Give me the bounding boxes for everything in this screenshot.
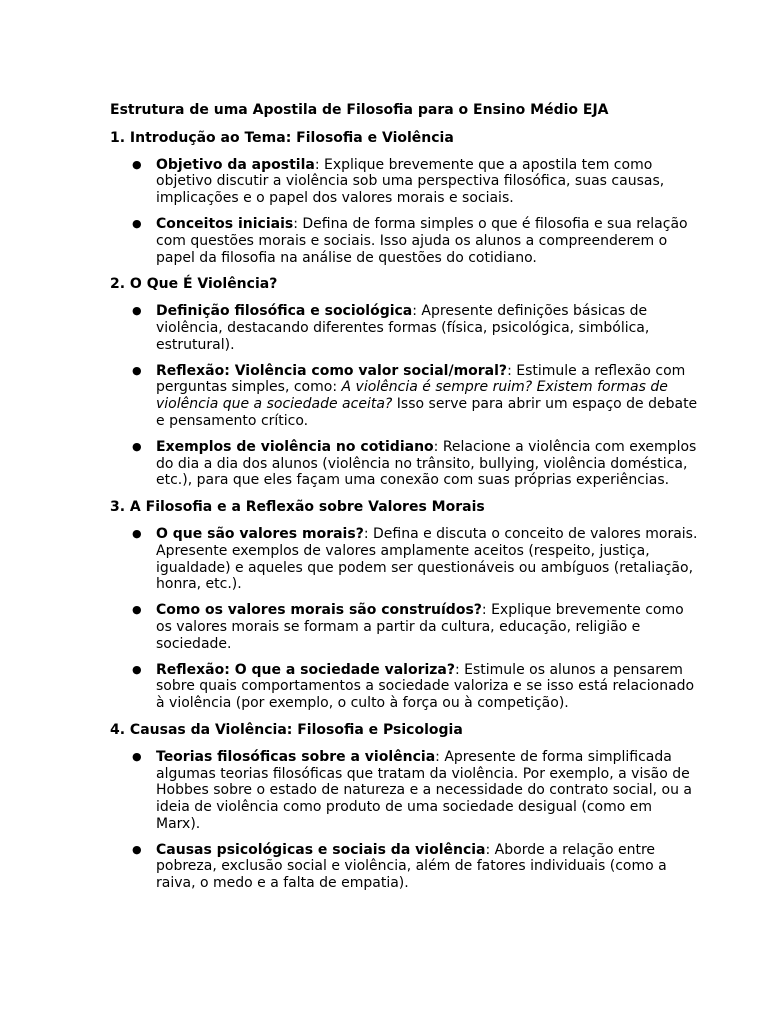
item-text: : Apresente definições básicas de violência, destacando diferentes formas (física, psicológica, simbólica, estrutural). (156, 303, 650, 353)
bullet-icon: ● (132, 157, 142, 171)
section-heading: 2. O Que É Violência? (110, 276, 278, 293)
bullet-list (110, 303, 700, 489)
bullet-icon: ● (132, 304, 142, 318)
item-text: : Explique brevemente que a apostila tem como objetivo discutir a violência sob uma perspectiva filosófica, suas causas, implicações e o papel dos valores morais e sociais. (156, 156, 665, 207)
item-text: : Explique brevemente como os valores morais se formam a partir da cultura, educação, religião e sociedade. (156, 602, 684, 652)
item-term: O que são valores morais? (156, 525, 364, 542)
item-term: Como os valores morais são construídos? (156, 602, 482, 619)
bullet-icon: ● (132, 439, 142, 453)
bullet-list (110, 157, 700, 267)
list-item (110, 662, 700, 712)
list-item (110, 602, 700, 652)
bullet-list (110, 526, 700, 712)
item-text-after: Isso serve para abrir um espaço de debate e pensamento crítico. (156, 396, 698, 429)
bullet-icon: ● (132, 216, 142, 230)
document-title: Estrutura de uma Apostila de Filosofia para o Ensino Médio EJA (110, 102, 609, 118)
section-heading: 4. Causas da Violência: Filosofia e Psicologia (110, 721, 463, 738)
item-term: Definição filosófica e sociológica (156, 303, 413, 320)
section-heading: 3. A Filosofia e a Reflexão sobre Valores Morais (110, 499, 485, 516)
bullet-list (110, 749, 700, 892)
bullet-icon: ● (132, 749, 142, 763)
list-item (110, 842, 700, 892)
document-body (110, 102, 700, 902)
list-item (110, 303, 700, 353)
item-term: Reflexão: Violência como valor social/moral? (156, 362, 508, 379)
list-item (110, 216, 700, 266)
list-item (110, 157, 700, 207)
item-text: : Estimule os alunos a pensarem sobre quais comportamentos a sociedade valoriza e se isso está relacionado à violência (por exemplo, o culto à força ou à competição). (156, 661, 695, 712)
item-text: : Defina de forma simples o que é filosofia e sua relação com questões morais e sociais. Isso ajuda os alunos a compreenderem o papel da filosofia na análise de questões do cotidiano. (156, 215, 688, 266)
item-term: Objetivo da apostila (156, 156, 315, 173)
list-item (110, 749, 700, 833)
item-term: Conceitos iniciais (156, 215, 294, 232)
item-term: Causas psicológicas e sociais da violência (156, 841, 486, 858)
list-item (110, 363, 700, 430)
list-item (110, 526, 700, 593)
section-heading: 1. Introdução ao Tema: Filosofia e Violência (110, 129, 454, 146)
item-italic-question: A violência é sempre ruim? Existem formas de violência que a sociedade aceita? (156, 379, 668, 413)
item-text: : Relacione a violência com exemplos do dia a dia dos alunos (violência no trânsito, bullying, violência doméstica, etc.), para que eles façam uma conexão com suas próprias experiências. (156, 438, 697, 489)
bullet-icon: ● (132, 662, 142, 676)
bullet-icon: ● (132, 603, 142, 617)
item-text: : Aborde a relação entre pobreza, exclusão social e violência, além de fatores individuais (como a raiva, o medo e a falta de empatia). (156, 841, 667, 892)
item-term: Reflexão: O que a sociedade valoriza? (156, 661, 455, 678)
item-text: : Apresente de forma simplificada algumas teorias filosóficas que tratam da violência. Por exemplo, a visão de Hobbes sobre o estado de natureza e a necessidade do contrato social, ou a ideia de violência como produto de uma sociedade desigual (como em Marx). (156, 748, 693, 832)
item-text: : Estimule a reflexão com perguntas simples, como: (156, 362, 686, 396)
item-term: Teorias filosóficas sobre a violência (156, 748, 436, 765)
item-text: : Defina e discuta o conceito de valores morais. Apresente exemplos de valores amplamente aceitos (respeito, justiça, igualdade) e aqueles que podem ser questionáveis ou ambíguos (retaliação, honra, etc.). (156, 525, 698, 593)
item-term: Exemplos de violência no cotidiano (156, 438, 434, 455)
bullet-icon: ● (132, 526, 142, 540)
bullet-icon: ● (132, 363, 142, 377)
bullet-icon: ● (132, 842, 142, 856)
list-item (110, 439, 700, 489)
